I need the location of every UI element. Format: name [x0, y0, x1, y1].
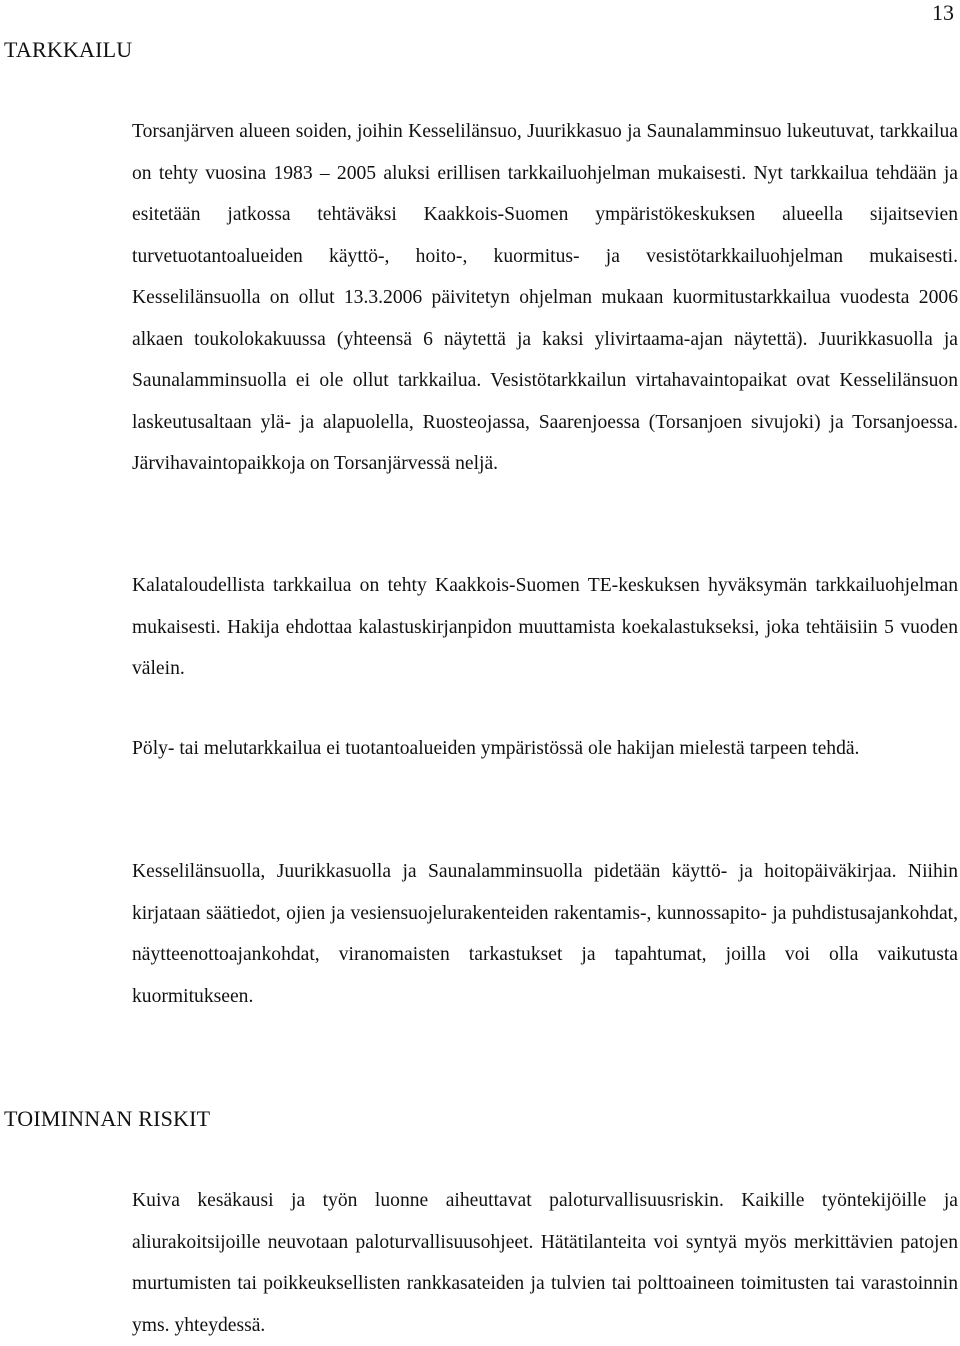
section-heading-tarkkailu: TARKKAILU — [4, 37, 133, 62]
paragraph: Kesselilänsuolla, Juurikkasuolla ja Saunalamminsuolla pidetään käyttö- ja hoitopäiväkirjaa. Niihin kirjataan säätiedot, ojien ja vesiensuojelurakenteiden rakentamis-, kunnossapito- ja puhdistusajankohdat, näytteenottoajankohdat, viranomaisten tarkastukset ja tapahtumat, joilla voi olla vaikutusta kuormitukseen. — [132, 861, 958, 1007]
paragraph: Kalataloudellista tarkkailua on tehty Kaakkois-Suomen TE-keskuksen hyväksymän tarkkailuohjelman mukaisesti. Hakija ehdottaa kalastuskirjanpidon muuttamista koekalastukseksi, joka tehtäisiin 5 vuoden välein. — [132, 575, 958, 679]
paragraph: Pöly- tai melutarkkailua ei tuotantoalueiden ympäristössä ole hakijan mielestä tarpeen tehdä. — [132, 738, 860, 759]
paragraph: Kuiva kesäkausi ja työn luonne aiheuttavat paloturvallisuusriskin. Kaikille työntekijöille ja aliurakoitsijoille neuvotaan paloturvallisuusohjeet. Hätätilanteita voi syntyä myös merkittävien patojen murtumisten tai poikkeuksellisten rankkasateiden ja tulvien tai polttoaineen toimitusten tai varastoinnin yms. yhteydessä. — [132, 1190, 958, 1336]
paragraph: Torsanjärven alueen soiden, joihin Kesselilänsuo, Juurikkasuo ja Saunalamminsuo lukeutuvat, tarkkailua on tehty vuosina 1983 – 2005 aluksi erillisen tarkkailuohjelman mukaisesti. Nyt tarkkailua tehdään ja esitetään jatkossa tehtäväksi Kaakkois-Suomen ympäristökeskuksen alueella sijaitsevien turvetuotantoalueiden käyttö-, hoito-, kuormitus- ja vesistötarkkailuohjelman mukaisesti. Kesselilänsuolla on ollut 13.3.2006 päivitetyn ohjelman mukaan kuormitustarkkailua vuodesta 2006 alkaen toukolokakuussa (yhteensä 6 näytettä ja kaksi ylivirtaama-ajan näytettä). Juurikkasuolla ja Saunalamminsuolla ei ole ollut tarkkailua. Vesistötarkkailun virtahavaintopaikat ovat Kesselilänsuon laskeutusaltaan ylä- ja alapuolella, Ruosteojassa, Saarenjoessa (Torsanjoen sivujoki) ja Torsanjoessa. Järvihavaintopaikkoja on Torsanjärvessä neljä. — [132, 121, 958, 474]
section-heading-toiminnan-riskit: TOIMINNAN RISKIT — [4, 1106, 211, 1131]
page-number: 13 — [932, 0, 954, 25]
